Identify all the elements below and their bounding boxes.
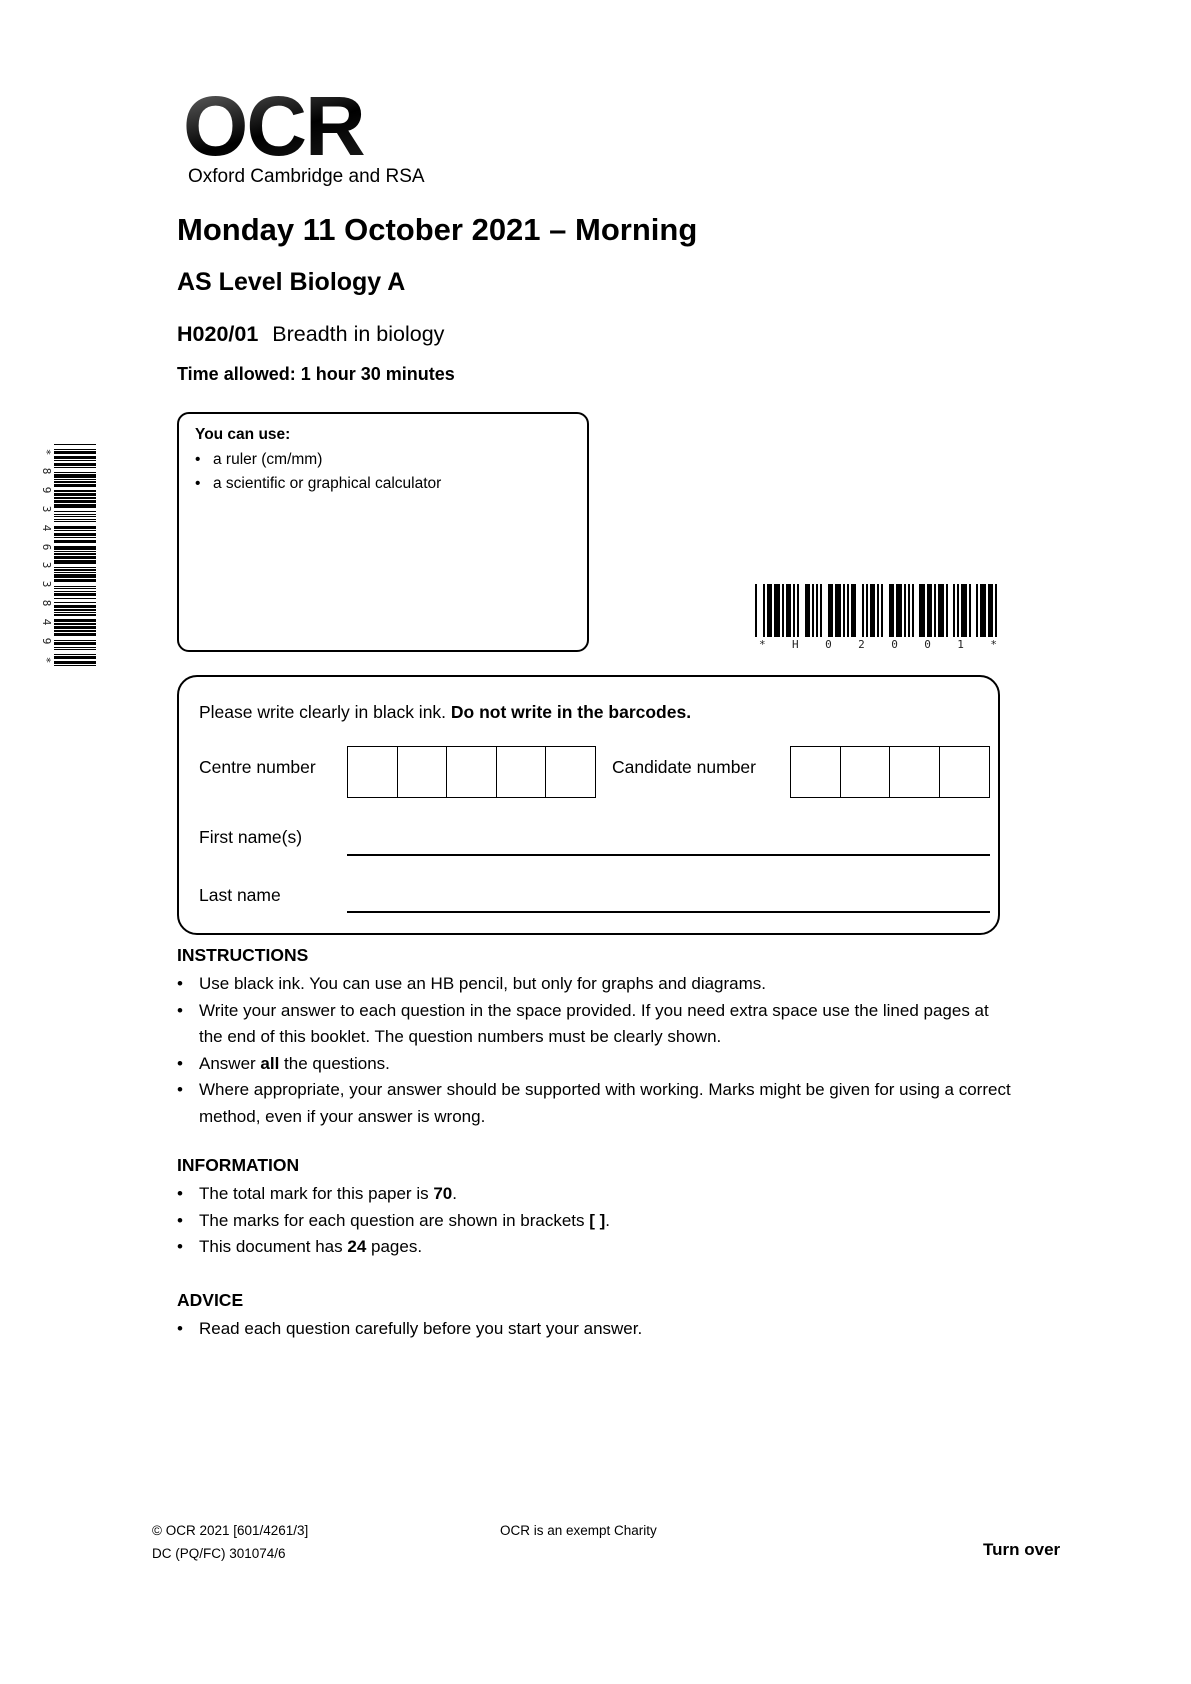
you-can-use-box: [177, 412, 589, 652]
bullet-item: • Answer all the questions.: [177, 1051, 1012, 1078]
bullet-item: • Read each question carefully before you start your answer.: [177, 1316, 1012, 1343]
exam-date-title: Monday 11 October 2021 – Morning: [177, 212, 698, 247]
advice-section: [177, 1290, 1012, 1343]
centre-number-input[interactable]: [347, 746, 596, 798]
digit-cell[interactable]: [446, 746, 497, 798]
instructions-list: [177, 971, 1012, 1130]
bullet-icon: •: [177, 1053, 183, 1073]
advice-list: [177, 1316, 1012, 1343]
bullet-item: • This document has 24 pages.: [177, 1234, 1012, 1261]
digit-cell[interactable]: [496, 746, 547, 798]
paper-reference-barcode: [755, 584, 1001, 651]
paper-line: [177, 322, 444, 347]
first-name-input[interactable]: [347, 853, 990, 856]
bullet-icon: •: [177, 1184, 183, 1203]
digit-cell[interactable]: [889, 746, 940, 798]
left-barcode-text: * 8 9 3 4 6 3 3 8 4 9 *: [40, 448, 53, 664]
bullet-item: • The total mark for this paper is 70.: [177, 1181, 1012, 1208]
bullet-item: • Use black ink. You can use an HB pencil, but only for graphs and diagrams.: [177, 971, 1012, 998]
bullet-item: • Where appropriate, your answer should be supported with working. Marks might be given for using a correct method, even if your answer is wrong.: [177, 1077, 1012, 1130]
digit-cell[interactable]: [840, 746, 891, 798]
bullet-item: • a scientific or graphical calculator: [195, 472, 571, 496]
left-barcode-bars: [54, 444, 96, 668]
paper-barcode-text: * H 0 2 0 0 1 *: [759, 638, 997, 651]
you-can-use-heading: You can use:: [195, 426, 291, 443]
candidate-number-label: Candidate number: [612, 757, 756, 777]
candidate-details-box: [177, 675, 1000, 935]
bullet-icon: •: [177, 1080, 183, 1099]
notice-bold: Do not write in the barcodes.: [450, 702, 692, 722]
instructions-section: [177, 945, 1012, 1130]
bullet-item: • The marks for each question are shown in brackets [ ].: [177, 1208, 1012, 1235]
notice-regular: Please write clearly in black ink.: [199, 702, 451, 722]
bullet-icon: •: [177, 1210, 183, 1230]
last-name-input[interactable]: [347, 910, 990, 913]
bullet-icon: •: [177, 1000, 183, 1020]
you-can-use-list: [195, 448, 571, 496]
last-name-label: Last name: [199, 885, 281, 905]
time-allowed: Time allowed: 1 hour 30 minutes: [177, 364, 455, 384]
paper-code: H020/01: [177, 322, 259, 346]
bullet-icon: •: [177, 974, 183, 993]
information-heading: INFORMATION: [177, 1155, 300, 1175]
centre-number-label: Centre number: [199, 757, 316, 777]
footer-dc-code: DC (PQ/FC) 301074/6: [152, 1546, 286, 1561]
turn-over-label: Turn over: [983, 1540, 1061, 1559]
paper-name: Breadth in biology: [272, 322, 445, 346]
digit-cell[interactable]: [347, 746, 398, 798]
digit-cell[interactable]: [790, 746, 841, 798]
first-name-label: First name(s): [199, 827, 303, 847]
paper-barcode-bars: [755, 584, 1001, 637]
bullet-icon: •: [195, 475, 201, 492]
bullet-item: • a ruler (cm/mm): [195, 448, 571, 472]
bullet-icon: •: [177, 1319, 183, 1338]
black-ink-notice: [199, 702, 691, 723]
bullet-item: • Write your answer to each question in the space provided. If you need extra space use the lined pages at the end of this booklet. The question numbers must be clearly shown.: [177, 998, 1012, 1051]
information-section: [177, 1155, 1012, 1261]
ocr-tagline: Oxford Cambridge and RSA: [188, 166, 425, 187]
instructions-heading: INSTRUCTIONS: [177, 945, 309, 965]
digit-cell[interactable]: [545, 746, 596, 798]
left-vertical-barcode: [36, 444, 96, 668]
ocr-logo: OCR: [183, 79, 364, 173]
footer-copyright: © OCR 2021 [601/4261/3]: [152, 1523, 309, 1538]
footer-charity: OCR is an exempt Charity: [500, 1523, 657, 1538]
advice-heading: ADVICE: [177, 1290, 244, 1310]
qualification-title: AS Level Biology A: [177, 268, 406, 296]
bullet-icon: •: [195, 451, 201, 468]
information-list: [177, 1181, 1012, 1261]
bullet-icon: •: [177, 1237, 183, 1256]
digit-cell[interactable]: [939, 746, 990, 798]
digit-cell[interactable]: [397, 746, 448, 798]
candidate-number-input[interactable]: [790, 746, 990, 798]
